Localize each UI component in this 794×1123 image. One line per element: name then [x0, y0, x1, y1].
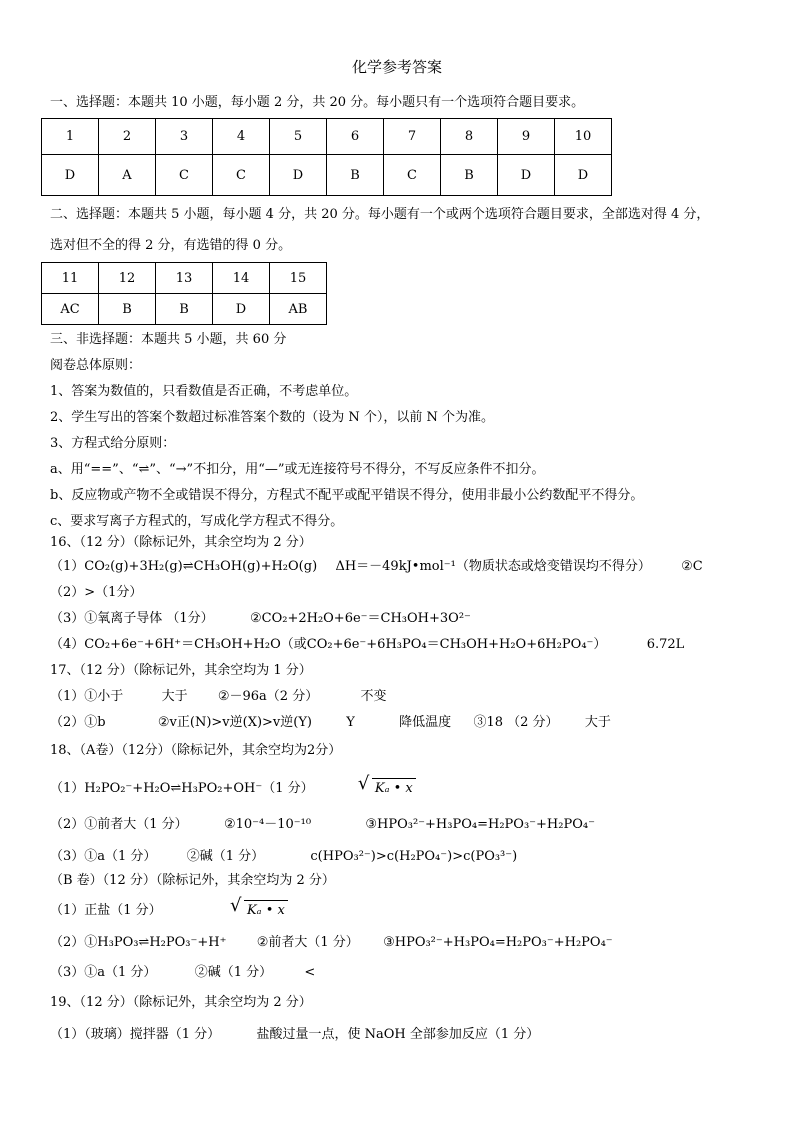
- q17-part2-e: ③18 （2 分）: [473, 715, 559, 730]
- rule-1: 1、答案为数值的，只看数值是否正确，不考虑单位。: [50, 384, 358, 399]
- section2-heading-line1: 二、选择题：本题共 5 小题，每小题 4 分，共 20 分。每小题有一个或两个选项符合题目要求，全部选对得 4 分，: [50, 207, 710, 222]
- q16-part1-answer-c: ②C: [681, 559, 703, 574]
- q18b-part3: [50, 964, 315, 982]
- answer-cell: D: [498, 155, 555, 196]
- q-number: 15: [270, 263, 327, 294]
- q18a-part3-c: c(HPO₃²⁻)>c(H₂PO₄⁻)>c(PO₃³⁻): [310, 849, 518, 864]
- q-number: 2: [99, 119, 156, 155]
- q-number: 9: [498, 119, 555, 155]
- q16-part3-b: ②CO₂+2H₂O+6e⁻＝CH₃OH+3O²⁻: [249, 611, 471, 626]
- rule-b: b、反应物或产物不全或错误不得分，方程式不配平或配平错误不得分，使用非最小公约数配平不得分。: [50, 488, 644, 503]
- q18a-part1: [50, 773, 416, 798]
- answer-cell: B: [156, 294, 213, 325]
- question-number-row: [42, 119, 612, 155]
- q-number: 14: [213, 263, 270, 294]
- q18a-part3-b: ②碱（1 分）: [186, 849, 265, 864]
- q18a-part3-a: （3）①a（1 分）: [50, 849, 157, 864]
- question-number-row: [42, 263, 327, 294]
- q17-part2-b: ②v正(N)>v逆(X)>v逆(Y): [157, 715, 312, 730]
- answer-cell: AC: [42, 294, 99, 325]
- q18b-part3-b: ②碱（1 分）: [194, 965, 273, 980]
- q18a-part2-c: ③HPO₃²⁻+H₃PO₄=H₂PO₃⁻+H₂PO₄⁻: [365, 817, 595, 832]
- answer-cell: C: [384, 155, 441, 196]
- sqrt-expression: √ Kₐ • x: [358, 778, 416, 798]
- q18-heading-a: 18、（A卷）（12分）（除标记外，其余空均为2分）: [50, 743, 342, 758]
- q-number: 8: [441, 119, 498, 155]
- answer-cell: C: [213, 155, 270, 196]
- q17-part1: [50, 688, 387, 706]
- answer-table-2: [41, 262, 327, 325]
- q17-part1-b: 大于: [161, 689, 188, 704]
- q18b-part2: [50, 934, 613, 952]
- q-number: 4: [213, 119, 270, 155]
- section3-heading: 三、非选择题：本题共 5 小题，共 60 分: [50, 332, 287, 347]
- q16-part4-a: （4）CO₂+6e⁻+6H⁺＝CH₃OH+H₂O（或CO₂+6e⁻+6H₃PO₄＝CH₃OH+H₂O+6H₂PO₄⁻）: [50, 637, 607, 652]
- answer-cell: B: [327, 155, 384, 196]
- q17-part2: [50, 714, 611, 732]
- q18b-part3-c: <: [304, 965, 316, 980]
- answer-cell: AB: [270, 294, 327, 325]
- q18a-part1-equation: （1）H₂PO₂⁻+H₂O⇌H₃PO₂+OH⁻（1 分）: [50, 781, 314, 796]
- answer-cell: D: [270, 155, 327, 196]
- q16-heading: 16、（12 分）（除标记外，其余空均为 2 分）: [50, 535, 312, 550]
- q18b-part1-a: （1）正盐（1 分）: [50, 903, 162, 918]
- q19-part1: [50, 1026, 539, 1044]
- q-number: 5: [270, 119, 327, 155]
- q18b-part2-b: ②前者大（1 分）: [256, 935, 359, 950]
- q17-part2-c: Y: [346, 715, 355, 730]
- rule-c: c、要求写离子方程式的，写成化学方程式不得分。: [50, 514, 344, 529]
- rule-a: a、用“==”、“⇌”、“→”不扣分，用“—”或无连接符号不得分，不写反应条件不扣分。: [50, 462, 545, 477]
- q17-part1-a: （1）①小于: [50, 689, 124, 704]
- answer-cell: B: [441, 155, 498, 196]
- q18-heading-b: （B 卷）（12 分）（除标记外，其余空均为 2 分）: [50, 873, 335, 888]
- q18b-part1: [50, 895, 288, 920]
- q-number: 13: [156, 263, 213, 294]
- answer-cell: C: [156, 155, 213, 196]
- q17-part2-f: 大于: [584, 715, 611, 730]
- q18a-part2: [50, 816, 595, 834]
- q17-part2-a: （2）①b: [50, 715, 106, 730]
- q19-heading: 19、（12 分）（除标记外，其余空均为 2 分）: [50, 995, 312, 1010]
- q16-part1-equation: （1）CO₂(g)+3H₂(g)⇌CH₃OH(g)+H₂O(g): [50, 559, 318, 574]
- answer-cell: D: [42, 155, 99, 196]
- answer-cell: B: [99, 294, 156, 325]
- q16-part2: （2）>（1分）: [50, 585, 143, 600]
- q-number: 3: [156, 119, 213, 155]
- q18a-part2-a: （2）①前者大（1 分）: [50, 817, 188, 832]
- answer-cell: A: [99, 155, 156, 196]
- answer-cell: D: [555, 155, 612, 196]
- q16-part1-enthalpy: ΔH＝－49kJ•mol⁻¹（物质状态或焓变错误均不得分）: [335, 559, 651, 574]
- q16-part1: [50, 558, 703, 576]
- q-number: 11: [42, 263, 99, 294]
- q-number: 7: [384, 119, 441, 155]
- section1-heading: 一、选择题：本题共 10 小题，每小题 2 分，共 20 分。每小题只有一个选项符合题目要求。: [50, 95, 585, 110]
- q17-part2-d: 降低温度: [399, 715, 452, 730]
- q-number: 1: [42, 119, 99, 155]
- q-number: 6: [327, 119, 384, 155]
- answer-row: [42, 155, 612, 196]
- q18b-part3-a: （3）①a（1 分）: [50, 965, 157, 980]
- principles-title: 阅卷总体原则：: [50, 358, 142, 373]
- q17-part1-d: 不变: [360, 689, 387, 704]
- q17-part1-c: ②－96a（2 分）: [217, 689, 319, 704]
- q19-part1-a: （1）（玻璃）搅拌器（1 分）: [50, 1027, 221, 1042]
- q19-part1-b: 盐酸过量一点，使 NaOH 全部参加反应（1 分）: [256, 1027, 540, 1042]
- radical-sign-icon: √: [229, 895, 242, 916]
- answer-row: [42, 294, 327, 325]
- q18b-part2-c: ③HPO₃²⁻+H₃PO₄=H₂PO₃⁻+H₂PO₄⁻: [383, 935, 613, 950]
- q18a-part3: [50, 848, 517, 866]
- q-number: 10: [555, 119, 612, 155]
- q-number: 12: [99, 263, 156, 294]
- q16-part3: [50, 610, 471, 628]
- rule-2: 2、学生写出的答案个数超过标准答案个数的（设为 N 个），以前 N 个为准。: [50, 410, 495, 425]
- q18a-part2-b: ②10⁻⁴－10⁻¹⁰: [223, 817, 312, 832]
- radical-sign-icon: √: [357, 773, 370, 794]
- rule-3: 3、方程式给分原则：: [50, 436, 176, 451]
- section2-heading-line2: 选对但不全的得 2 分，有选错的得 0 分。: [50, 238, 292, 253]
- q16-part4: [50, 636, 684, 654]
- q16-part4-b: 6.72L: [646, 637, 685, 652]
- page-title: 化学参考答案: [351, 58, 442, 76]
- q16-part3-a: （3）①氧离子导体 （1分）: [50, 611, 214, 626]
- answer-cell: D: [213, 294, 270, 325]
- q17-heading: 17、（12 分）（除标记外，其余空均为 1 分）: [50, 663, 312, 678]
- q18b-part2-a: （2）①H₃PO₃⇌H₂PO₃⁻+H⁺: [50, 935, 227, 950]
- sqrt-expression: √ Kₐ • x: [230, 900, 288, 920]
- answer-table-1: [41, 118, 612, 196]
